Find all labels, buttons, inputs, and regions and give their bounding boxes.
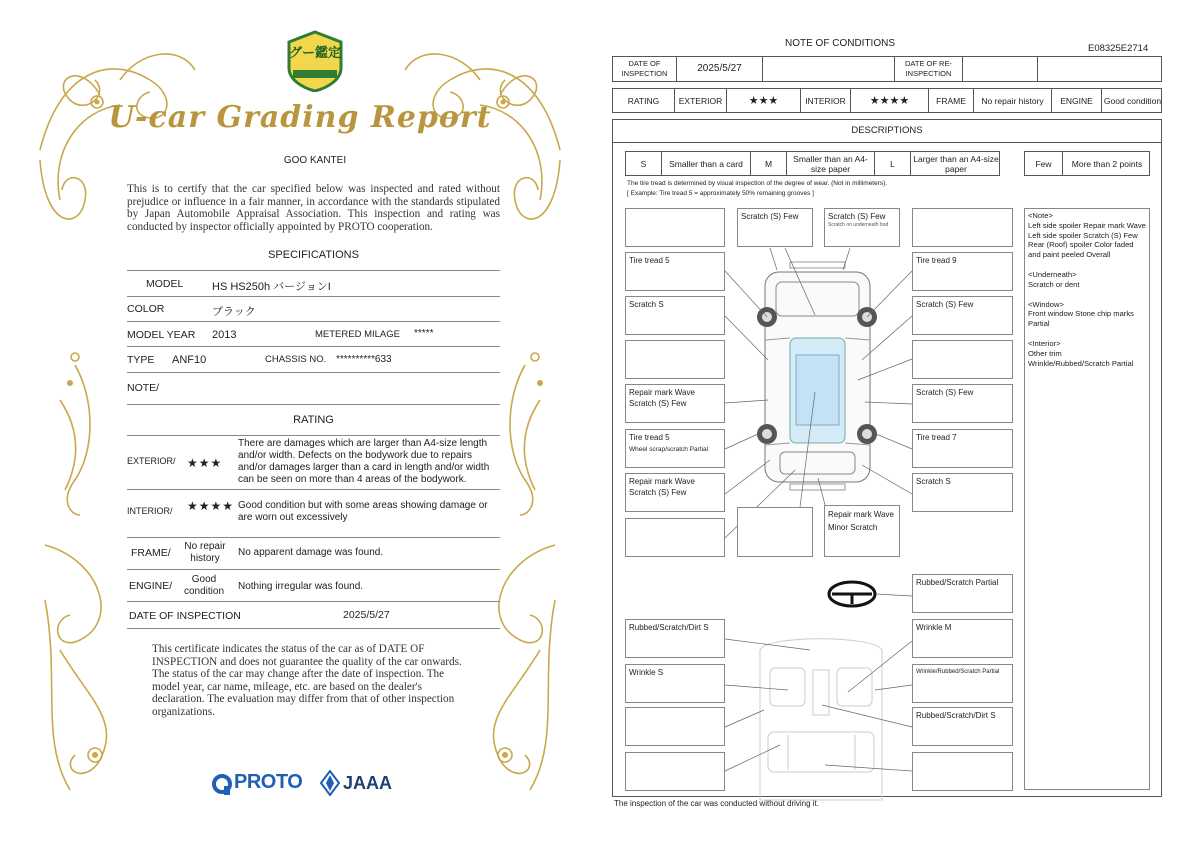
exterior-note-box-left-5 <box>625 429 725 468</box>
frame-label: FRAME <box>929 89 974 112</box>
legend-l: L <box>875 152 911 175</box>
exterior-note-box-right-1: Tire tread 9 <box>912 252 1013 291</box>
frame-value: No repair history <box>974 89 1052 112</box>
engine-label: ENGINE <box>1052 89 1102 112</box>
frame-value: No repair history <box>184 541 226 564</box>
legend-few-text: More than 2 points <box>1071 158 1143 169</box>
exterior-note-box-right-4: Scratch (S) Few <box>912 384 1013 423</box>
interior-note-box-right-4 <box>912 752 1013 791</box>
car-interior-outline <box>760 639 882 800</box>
type-value: ANF10 <box>172 354 207 366</box>
note-heading: <Note> <box>1028 211 1053 220</box>
divider <box>127 321 500 322</box>
frame-description: No apparent damage was found. <box>238 547 384 558</box>
model-year-value: 2013 <box>212 329 237 341</box>
exterior-note-box-rear-right: Repair mark Wave Minor Scratch <box>824 505 900 557</box>
interior-description: Good condition but with some areas showing damage or are worn out excessively <box>238 500 488 523</box>
jaaa-logo-text: JAAA <box>343 773 393 793</box>
interior-note-box-left-3 <box>625 707 725 746</box>
note-of-conditions-sheet <box>600 0 1200 848</box>
divider <box>127 404 500 405</box>
exterior-stars: ★★★ <box>187 456 223 470</box>
engine-description: Nothing irregular was found. <box>238 581 364 592</box>
sheet-footer: The inspection of the car was conducted without driving it. <box>614 799 819 808</box>
proto-logo <box>212 770 312 798</box>
exterior-note-box-front-left: Scratch (S) Few <box>737 208 813 247</box>
exterior-label: EXTERIOR/ <box>127 456 176 466</box>
exterior-note-box-front-right <box>824 208 900 247</box>
interior-note-box-left-1: Rubbed/Scratch/Dirt S <box>625 619 725 658</box>
badge-text: グー鑑定 <box>288 45 341 60</box>
mileage-value: ***** <box>414 328 434 339</box>
legend-m-text: Smaller than an A4-size paper <box>787 152 875 175</box>
exterior-description: There are damages which are larger than A4-size length and/or width. Defects on the bodywork due to repairs and/or damages larger than a card in length and/or width can be seen on more than 4 areas of the bodywork. <box>238 438 490 485</box>
engine-label: ENGINE/ <box>129 580 173 592</box>
date-label: DATE OF INSPECTION <box>613 57 677 81</box>
reinspection-label: DATE OF RE-INSPECTION <box>895 57 963 81</box>
frame-label: FRAME/ <box>131 547 171 559</box>
date-value: 2025/5/27 <box>677 57 763 81</box>
window-heading: <Window> <box>1028 299 1064 309</box>
sheet-title: NOTE OF CONDITIONS <box>785 38 895 49</box>
type-label: TYPE <box>127 354 155 366</box>
interior-stars: ★★★★ <box>851 89 929 112</box>
chassis-label: CHASSIS NO. <box>265 354 327 365</box>
descriptions-heading: DESCRIPTIONS <box>612 119 1162 143</box>
notes-panel <box>1024 208 1150 790</box>
underneath-heading: <Underneath> <box>1028 269 1077 279</box>
interior-note-box-steering: Rubbed/Scratch Partial <box>912 574 1013 613</box>
exterior-note-box-top-left <box>625 208 725 247</box>
note-lines: Left side spoiler Repair mark Wave Left side spoiler Scratch (S) Few Rear (Roof) spoiler Color faded and paint peeled Overall <box>1028 220 1146 260</box>
engine-value: Good condition <box>183 574 225 597</box>
window-lines: Front window Stone chip marks Partial <box>1028 309 1134 329</box>
divider <box>127 628 500 629</box>
steering-wheel-icon <box>829 582 875 606</box>
specifications-heading: SPECIFICATIONS <box>268 249 359 261</box>
divider <box>127 569 500 570</box>
exterior-note-box-left-4: Repair mark Wave Scratch (S) Few <box>625 384 725 423</box>
exterior-note-box-top-right <box>912 208 1013 247</box>
tire-tread-example: [ Example: Tire tread 5 = approximately 50% remaining grooves ] <box>627 190 814 197</box>
color-label: COLOR <box>127 303 165 315</box>
exterior-note-box-right-5: Tire tread 7 <box>912 429 1013 468</box>
inspection-date-label: DATE OF INSPECTION <box>129 610 241 622</box>
exterior-note-box-right-3 <box>912 340 1013 379</box>
legend-s: S <box>626 152 662 175</box>
exterior-stars: ★★★ <box>727 89 801 112</box>
document-id: E08325E2714 <box>1088 43 1149 54</box>
car-exterior-outline <box>765 262 870 490</box>
exterior-note-box-left-6: Repair mark Wave Scratch (S) Few <box>625 473 725 512</box>
engine-value: Good condition <box>1103 95 1162 106</box>
underneath-lines: Scratch or dent <box>1028 279 1080 289</box>
note-text: Scratch (S) Few <box>828 212 886 221</box>
certificate-title: U-car Grading Report <box>108 100 492 135</box>
interior-label: INTERIOR <box>801 89 851 112</box>
tire-tread-note: The tire tread is determined by visual inspection of the degree of wear. (Not in millimeters). <box>627 180 888 187</box>
inspection-date-value: 2025/5/27 <box>343 609 390 621</box>
legend-s-text: Smaller than a card <box>662 152 751 175</box>
interior-stars: ★★★★ <box>187 499 235 513</box>
divider <box>127 601 500 602</box>
color-value: ブラック <box>212 306 256 318</box>
exterior-note-box-bottom-left <box>625 518 725 557</box>
exterior-label: EXTERIOR <box>675 89 727 112</box>
exterior-note-box-left-1: Tire tread 5 <box>625 252 725 291</box>
exterior-note-box-left-2: Scratch S <box>625 296 725 335</box>
exterior-note-box-right-2: Scratch (S) Few <box>912 296 1013 335</box>
rating-heading: RATING <box>293 414 334 426</box>
interior-note-box-right-1: Wrinkle M <box>912 619 1013 658</box>
divider <box>127 270 500 271</box>
goo-kantei-badge-logo <box>287 30 343 92</box>
interior-note-box-left-2: Wrinkle S <box>625 664 725 703</box>
model-value: HS HS250h バージョンI <box>212 281 331 293</box>
interior-note-box-left-4 <box>625 752 725 791</box>
note-subtext: Wheel scrap/scratch Partial <box>629 446 709 453</box>
certificate-disclaimer: This certificate indicates the status of the car as of DATE OF INSPECTION and does not guarantee the quality of the car onwards. The status of the car may change after the date of inspection. The model year, car name, mileage, etc. are based on the dealer's declaration. The evaluation may differ from that of other inspection organizations. <box>152 643 462 718</box>
legend-l-text: Larger than an A4-size paper <box>913 153 999 174</box>
interior-note-box-right-2: Wrinkle/Rubbed/Scratch Partial <box>912 664 1013 703</box>
exterior-note-box-right-6: Scratch S <box>912 473 1013 512</box>
divider <box>127 489 500 490</box>
model-label: MODEL <box>146 278 184 290</box>
interior-heading: <Interior> <box>1028 338 1061 348</box>
interior-lines: Other trim Wrinkle/Rubbed/Scratch Partial <box>1028 348 1134 368</box>
proto-logo-text: PROTO <box>234 771 303 793</box>
rating-label: RATING <box>613 89 675 112</box>
divider <box>127 296 500 297</box>
note-subtext: Scratch on underneath bod <box>828 222 889 228</box>
divider <box>127 372 500 373</box>
certificate-subtitle: GOO KANTEI <box>283 155 347 166</box>
exterior-note-box-rear-left <box>737 507 813 557</box>
divider <box>127 346 500 347</box>
interior-label: INTERIOR/ <box>127 506 173 516</box>
divider <box>127 537 500 538</box>
mileage-label: METERED MILAGE <box>315 329 400 340</box>
legend-few: Few <box>1025 152 1063 175</box>
note-label: NOTE/ <box>127 382 160 394</box>
divider <box>127 435 500 436</box>
model-year-label: MODEL YEAR <box>127 329 196 341</box>
jaaa-logo <box>320 770 400 798</box>
interior-note-box-right-3: Rubbed/Scratch/Dirt S <box>912 707 1013 746</box>
legend-m: M <box>751 152 787 175</box>
certificate-intro: This is to certify that the car specified below was inspected and rated without prejudice or influence in a fair manner, in accordance with the standards stipulated by Japan Automobile Appraisal Association. This inspection and rating was conducted by inspector officially appointed by PROTO cooperation. <box>127 183 500 233</box>
exterior-note-box-left-3 <box>625 340 725 379</box>
chassis-value: **********633 <box>336 354 392 365</box>
note-text: Tire tread 5 <box>629 433 670 442</box>
